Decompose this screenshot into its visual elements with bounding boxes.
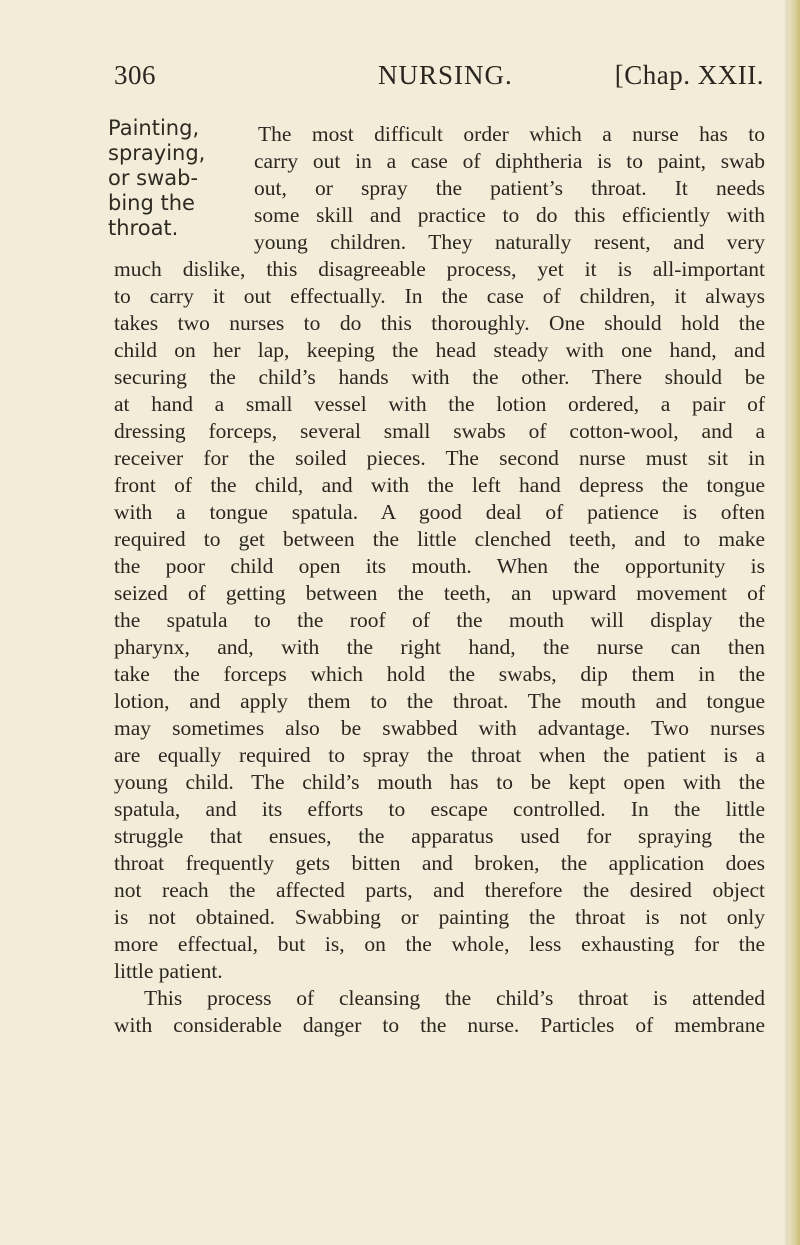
text-line: with a tongue spatula. A good deal of patience is often (114, 500, 765, 524)
text-line: some skill and practice to do this efficiently with (254, 203, 765, 227)
text-line: carry out in a case of diphtheria is to paint, swab (254, 149, 765, 173)
text-line: The most difficult order which a nurse has to (258, 122, 765, 146)
text-line: more effectual, but is, on the whole, less exhausting for the (114, 932, 765, 956)
text-line: seized of getting between the teeth, an upward movement of (114, 581, 765, 605)
text-line: are equally required to spray the throat when the patient is a (114, 743, 765, 767)
text-line: not reach the affected parts, and therefore the desired object (114, 878, 765, 902)
text-line: may sometimes also be swabbed with advantage. Two nurses (114, 716, 765, 740)
sidenote-line: bing the (108, 191, 195, 215)
text-line: dressing forceps, several small swabs of cotton-wool, and a (114, 419, 765, 443)
text-line: out, or spray the patient’s throat. It needs (254, 176, 765, 200)
text-line: required to get between the little clenched teeth, and to make (114, 527, 765, 551)
text-line: the poor child open its mouth. When the opportunity is (114, 554, 765, 578)
text-line: at hand a small vessel with the lotion ordered, a pair of (114, 392, 765, 416)
paragraph-1-wrapped (254, 121, 765, 256)
sidenote-line: throat. (108, 216, 179, 240)
page-number: 306 (114, 60, 156, 90)
text-line: much dislike, this disagreeable process, yet it is all-important (114, 257, 765, 281)
text-line: is not obtained. Swabbing or painting the throat is not only (114, 905, 765, 929)
paragraph-1-body (114, 256, 765, 985)
text-line: front of the child, and with the left hand depress the tongue (114, 473, 765, 497)
text-line: the spatula to the roof of the mouth will display the (114, 608, 765, 632)
running-header (114, 60, 764, 100)
text-line: to carry it out effectually. In the case of children, it always (114, 284, 765, 308)
text-line: receiver for the soiled pieces. The second nurse must sit in (114, 446, 765, 470)
sidenote-line: Painting, (108, 116, 200, 140)
sidenote-line: spraying, (108, 141, 206, 165)
text-line: struggle that ensues, the apparatus used for spraying the (114, 824, 765, 848)
page-edge (788, 0, 800, 1245)
margin-sidenote (108, 116, 238, 241)
sidenote-line: or swab- (108, 166, 199, 190)
chapter-label: [Chap. XXII. (614, 60, 764, 90)
text-line: pharynx, and, with the right hand, the nurse can then (114, 635, 765, 659)
text-line: take the forceps which hold the swabs, dip them in the (114, 662, 765, 686)
paragraph-2 (114, 985, 765, 1039)
text-line: This process of cleansing the child’s throat is attended (144, 986, 765, 1010)
running-title: NURSING. (378, 60, 513, 90)
text-line: securing the child’s hands with the other. There should be (114, 365, 765, 389)
text-line: little patient. (114, 959, 223, 983)
text-line: takes two nurses to do this thoroughly. One should hold the (114, 311, 765, 335)
text-line: lotion, and apply them to the throat. The mouth and tongue (114, 689, 765, 713)
text-line: child on her lap, keeping the head steady with one hand, and (114, 338, 765, 362)
text-line: young child. The child’s mouth has to be kept open with the (114, 770, 765, 794)
text-line: spatula, and its efforts to escape controlled. In the little (114, 797, 765, 821)
text-line: young children. They naturally resent, and very (254, 230, 765, 254)
text-line: with considerable danger to the nurse. Particles of membrane (114, 1013, 765, 1037)
text-line: throat frequently gets bitten and broken, the application does (114, 851, 765, 875)
